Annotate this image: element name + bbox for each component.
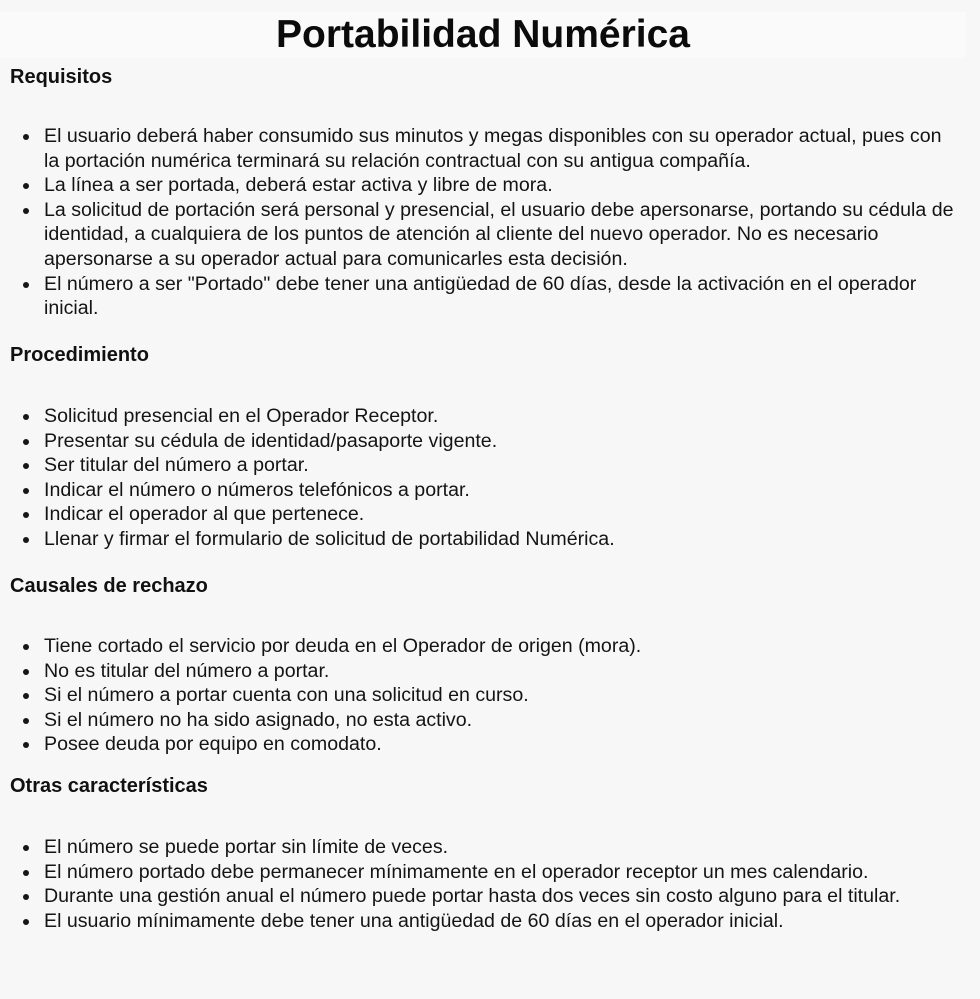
bullet-icon: [23, 537, 29, 543]
list-item: [20, 404, 960, 429]
list-item: [20, 502, 960, 527]
bullet-icon: [23, 488, 29, 494]
bullet-icon: [23, 718, 29, 724]
list-item: [20, 453, 960, 478]
list-item: [20, 884, 960, 909]
section-heading-requisitos: Requisitos: [10, 66, 113, 88]
bullet-icon: [23, 644, 29, 650]
section-heading-otras-caracteristicas: Otras características: [10, 775, 208, 797]
list-item-text: Tiene cortado el servicio por deuda en el Operador de origen (mora).: [44, 635, 642, 657]
list-item: [20, 272, 960, 321]
list-item: [20, 708, 960, 733]
list-item: [20, 478, 960, 503]
list-item-text: El número a ser "Portado" debe tener una antigüedad de 60 días, desde la activación en el operador inicial.: [44, 272, 917, 320]
list-item-text: Indicar el operador al que pertenece.: [44, 503, 365, 526]
section-heading-procedimiento: Procedimiento: [10, 344, 149, 366]
list-item-text: Durante una gestión anual el número puede portar hasta dos veces sin costo alguno para el titular.: [44, 885, 901, 908]
procedimiento-list: [20, 404, 960, 552]
bullet-icon: [23, 414, 29, 420]
list-item: [20, 683, 960, 708]
list-item-text: Posee deuda por equipo en comodato.: [44, 733, 382, 756]
bullet-icon: [23, 463, 29, 469]
list-item-text: Llenar y firmar el formulario de solicitud de portabilidad Numérica.: [44, 527, 615, 550]
list-item: [20, 527, 960, 552]
page-title: Portabilidad Numérica: [0, 12, 966, 58]
bullet-icon: [23, 439, 29, 445]
list-item: [20, 429, 960, 454]
bullet-icon: [23, 134, 29, 140]
causales-list: [20, 634, 960, 757]
list-item-text: Si el número a portar cuenta con una solicitud en curso.: [44, 684, 529, 707]
list-item-text: Indicar el número o números telefónicos a portar.: [44, 478, 470, 501]
list-item: [20, 634, 960, 659]
bullet-icon: [23, 512, 29, 518]
bullet-icon: [23, 183, 29, 189]
list-item: [20, 659, 960, 684]
list-item-text: Solicitud presencial en el Operador Receptor.: [44, 405, 439, 427]
list-item-text: La línea a ser portada, deberá estar activa y libre de mora.: [44, 174, 553, 197]
list-item-text: Si el número no ha sido asignado, no esta activo.: [44, 708, 473, 731]
list-item: [20, 198, 960, 272]
list-item: [20, 732, 960, 757]
bullet-icon: [23, 870, 29, 876]
section-heading-causales: Causales de rechazo: [10, 575, 208, 597]
list-item: [20, 173, 960, 198]
list-item: [20, 124, 960, 173]
requisitos-list: [20, 124, 960, 321]
list-item: [20, 860, 960, 885]
bullet-icon: [23, 669, 29, 675]
list-item-text: Presentar su cédula de identidad/pasaporte vigente.: [44, 429, 498, 452]
list-item: [20, 909, 960, 934]
list-item-text: El número portado debe permanecer mínimamente en el operador receptor un mes calendario.: [44, 860, 869, 883]
bullet-icon: [23, 282, 29, 288]
list-item-text: El usuario mínimamente debe tener una antigüedad de 60 días en el operador inicial.: [44, 909, 784, 932]
list-item: [20, 835, 960, 860]
bullet-icon: [23, 845, 29, 851]
list-item-text: El usuario deberá haber consumido sus minutos y megas disponibles con su operador actual, pues con la portación numérica terminará su relación contractual con su antigua compañía.: [44, 125, 942, 172]
bullet-icon: [23, 693, 29, 699]
bullet-icon: [23, 208, 29, 214]
list-item-text: La solicitud de portación será personal y presencial, el usuario debe apersonarse, portando su cédula de identidad, a cualquiera de los puntos de atención al cliente del nuevo operador. No es necesario apersonarse a su operador actual para comunicarles esta decisión.: [44, 198, 954, 270]
bullet-icon: [23, 742, 29, 748]
otras-caracteristicas-list: [20, 835, 960, 933]
list-item-text: Ser titular del número a portar.: [44, 454, 309, 477]
bullet-icon: [23, 919, 29, 925]
list-item-text: El número se puede portar sin límite de veces.: [44, 836, 449, 858]
list-item-text: No es titular del número a portar.: [44, 659, 330, 682]
bullet-icon: [23, 894, 29, 900]
